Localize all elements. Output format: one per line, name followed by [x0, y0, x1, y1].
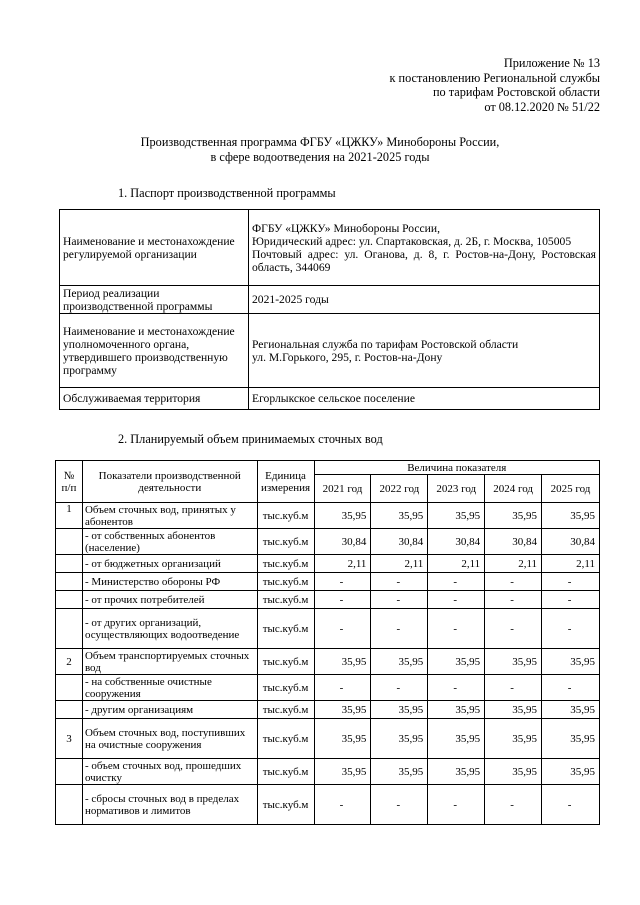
row-value: 2,11: [428, 555, 485, 573]
row-value: 35,95: [485, 503, 542, 529]
row-value: -: [428, 573, 485, 591]
row-value: 35,95: [485, 701, 542, 719]
table-header-row: [56, 461, 600, 475]
table-row: [56, 573, 600, 591]
row-value: 30,84: [485, 529, 542, 555]
value-line: Юридический адрес: ул. Спартаковская, д. 2Б, г. Москва, 105005: [252, 234, 572, 248]
row-number: 3: [56, 719, 83, 759]
header-unit: Единица измерения: [257, 461, 314, 503]
row-indicator: - другим организациям: [82, 701, 257, 719]
row-value: 30,84: [542, 529, 600, 555]
row-number: [56, 701, 83, 719]
table-row: [56, 529, 600, 555]
row-indicator: - объем сточных вод, прошедших очистку: [82, 759, 257, 785]
row-value: -: [371, 591, 428, 609]
row-value: -: [485, 609, 542, 649]
row-unit: тыс.куб.м: [257, 649, 314, 675]
appendix-line: по тарифам Ростовской области: [432, 85, 600, 99]
title-line: в сфере водоотведения на 2021-2025 годы: [210, 150, 430, 164]
row-value: 35,95: [428, 759, 485, 785]
header-year: 2025 год: [542, 475, 600, 503]
row-value: -: [314, 573, 371, 591]
row-unit: тыс.куб.м: [257, 719, 314, 759]
row-value: 35,95: [428, 649, 485, 675]
row-value: 35,95: [428, 701, 485, 719]
row-unit: тыс.куб.м: [257, 573, 314, 591]
row-value: -: [428, 591, 485, 609]
row-value: -: [314, 591, 371, 609]
table-row: [56, 785, 600, 825]
passport-label: Период реализации производственной программы: [60, 286, 249, 314]
row-number: [56, 785, 83, 825]
table-row: [56, 649, 600, 675]
table-row: [56, 701, 600, 719]
appendix-line: к постановлению Региональной службы: [389, 70, 600, 85]
row-value: -: [542, 609, 600, 649]
row-value: -: [485, 591, 542, 609]
passport-table: [59, 209, 600, 410]
row-value: 35,95: [485, 649, 542, 675]
row-value: 35,95: [485, 759, 542, 785]
row-unit: тыс.куб.м: [257, 785, 314, 825]
row-value: 35,95: [542, 719, 600, 759]
section-heading-passport: 1. Паспорт производственной программы: [118, 186, 336, 200]
row-value: -: [428, 785, 485, 825]
row-value: -: [542, 573, 600, 591]
row-unit: тыс.куб.м: [257, 759, 314, 785]
row-number: [56, 529, 83, 555]
row-value: -: [542, 675, 600, 701]
value-line: Почтовый адрес: ул. Оганова, д. 8, г. Ростов-на-Дону, Ростовская область, 344069: [252, 247, 596, 274]
row-indicator: - от других организаций, осуществляющих водоотведение: [82, 609, 257, 649]
document-title: [0, 135, 640, 165]
header-year: 2024 год: [485, 475, 542, 503]
row-unit: тыс.куб.м: [257, 591, 314, 609]
table-row: [56, 675, 600, 701]
passport-label: Наименование и местонахождение уполномоченного органа, утвердившего производственную программу: [60, 314, 249, 388]
value-line: ул. М.Горького, 295, г. Ростов-на-Дону: [252, 350, 443, 364]
row-indicator: - сбросы сточных вод в пределах нормативов и лимитов: [82, 785, 257, 825]
row-number: [56, 591, 83, 609]
row-value: 2,11: [314, 555, 371, 573]
passport-label: Наименование и местонахождение регулируемой организации: [60, 210, 249, 286]
row-indicator: - от бюджетных организаций: [82, 555, 257, 573]
value-line: Региональная служба по тарифам Ростовской области: [252, 337, 519, 351]
header-indicator: Показатели производственной деятельности: [82, 461, 257, 503]
row-value: 35,95: [371, 503, 428, 529]
passport-value: Егорлыкское сельское поселение: [249, 388, 600, 410]
row-unit: тыс.куб.м: [257, 529, 314, 555]
row-value: 30,84: [371, 529, 428, 555]
row-value: 35,95: [314, 759, 371, 785]
table-row: [56, 719, 600, 759]
passport-value: 2021-2025 годы: [249, 286, 600, 314]
row-value: 35,95: [314, 719, 371, 759]
row-value: -: [485, 675, 542, 701]
row-value: 30,84: [314, 529, 371, 555]
row-value: -: [485, 785, 542, 825]
row-value: 2,11: [371, 555, 428, 573]
appendix-line: от 08.12.2020 № 51/22: [484, 99, 600, 114]
row-number: [56, 609, 83, 649]
row-value: 35,95: [428, 503, 485, 529]
table-row: [60, 286, 600, 314]
row-value: 2,11: [485, 555, 542, 573]
row-value: -: [314, 675, 371, 701]
row-indicator: - от прочих потребителей: [82, 591, 257, 609]
passport-value: [249, 210, 600, 286]
row-value: -: [371, 785, 428, 825]
table-row: [56, 759, 600, 785]
row-value: -: [485, 573, 542, 591]
row-value: 35,95: [314, 701, 371, 719]
row-indicator: - на собственные очистные сооружения: [82, 675, 257, 701]
row-value: 35,95: [428, 719, 485, 759]
appendix-line: Приложение № 13: [503, 56, 600, 70]
table-row: [60, 388, 600, 410]
row-unit: тыс.куб.м: [257, 675, 314, 701]
value-line: ФГБУ «ЦЖКУ» Минобороны России,: [252, 221, 440, 235]
table-row: [56, 503, 600, 529]
row-number: [56, 555, 83, 573]
row-value: 35,95: [542, 701, 600, 719]
row-value: 35,95: [542, 503, 600, 529]
row-indicator: Объем сточных вод, поступивших на очистные сооружения: [82, 719, 257, 759]
table-row: [56, 591, 600, 609]
row-value: -: [371, 609, 428, 649]
row-value: 35,95: [314, 649, 371, 675]
passport-value: [249, 314, 600, 388]
row-value: 35,95: [371, 649, 428, 675]
passport-label: Обслуживаемая территория: [60, 388, 249, 410]
header-num: № п/п: [56, 461, 83, 503]
row-value: -: [542, 591, 600, 609]
row-value: 2,11: [542, 555, 600, 573]
row-value: 30,84: [428, 529, 485, 555]
row-number: [56, 675, 83, 701]
row-value: 35,95: [542, 649, 600, 675]
table-row: [60, 210, 600, 286]
section-heading-volume: 2. Планируемый объем принимаемых сточных вод: [118, 432, 383, 446]
row-indicator: - от собственных абонентов (население): [82, 529, 257, 555]
volume-table: [55, 460, 600, 825]
row-unit: тыс.куб.м: [257, 503, 314, 529]
row-number: 2: [56, 649, 83, 675]
table-row: [56, 555, 600, 573]
header-year: 2021 год: [314, 475, 371, 503]
appendix-header: [389, 56, 600, 114]
row-indicator: Объем транспортируемых сточных вод: [82, 649, 257, 675]
row-number: [56, 573, 83, 591]
row-value: -: [428, 609, 485, 649]
row-value: 35,95: [371, 719, 428, 759]
row-value: -: [371, 573, 428, 591]
row-value: 35,95: [314, 503, 371, 529]
header-year: 2022 год: [371, 475, 428, 503]
row-indicator: - Министерство обороны РФ: [82, 573, 257, 591]
row-indicator: Объем сточных вод, принятых у абонентов: [82, 503, 257, 529]
header-value: Величина показателя: [314, 461, 599, 475]
row-value: 35,95: [485, 719, 542, 759]
row-value: 35,95: [371, 759, 428, 785]
row-value: -: [371, 675, 428, 701]
row-number: 1: [56, 503, 83, 529]
row-value: 35,95: [542, 759, 600, 785]
table-row: [56, 609, 600, 649]
table-row: [60, 314, 600, 388]
row-unit: тыс.куб.м: [257, 701, 314, 719]
title-line: Производственная программа ФГБУ «ЦЖКУ» Минобороны России,: [140, 135, 500, 149]
row-value: -: [542, 785, 600, 825]
row-unit: тыс.куб.м: [257, 555, 314, 573]
row-value: -: [314, 785, 371, 825]
row-value: 35,95: [371, 701, 428, 719]
row-unit: тыс.куб.м: [257, 609, 314, 649]
row-number: [56, 759, 83, 785]
row-value: -: [428, 675, 485, 701]
row-value: -: [314, 609, 371, 649]
header-year: 2023 год: [428, 475, 485, 503]
